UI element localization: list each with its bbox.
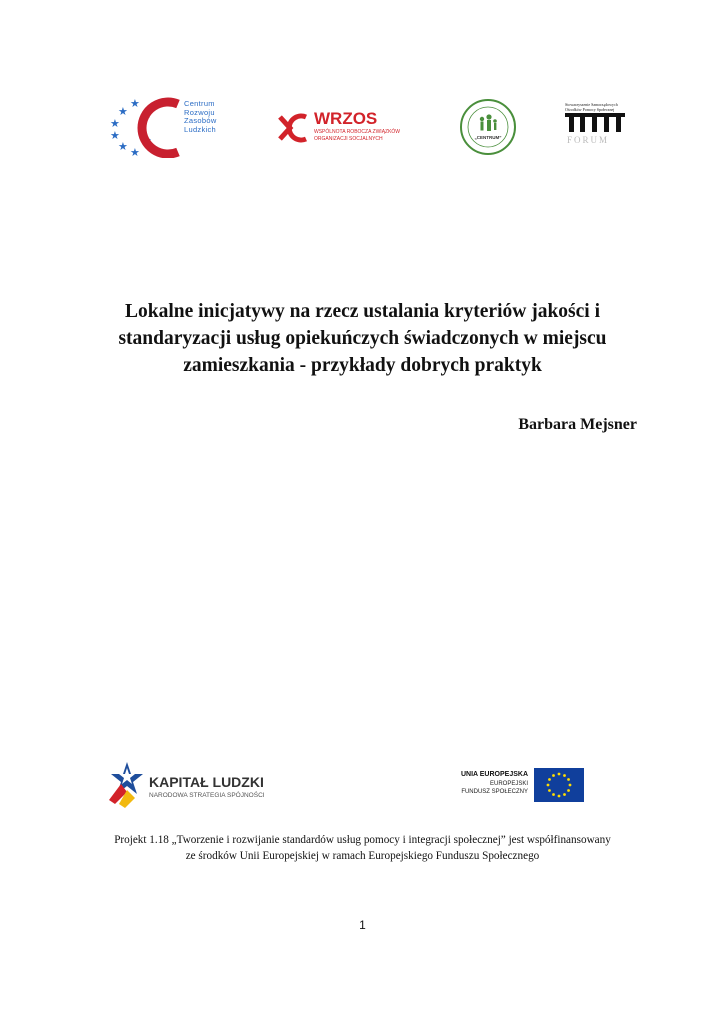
svg-text:★: ★ [142,108,152,121]
svg-text:★: ★ [130,146,140,158]
forum-word: FORUM [567,135,610,145]
wrzos-emblem-icon [276,111,312,145]
forum-top-line-2: Ośrodków Pomocy Społecznej [565,107,615,112]
crzl-line: Rozwoju [184,107,215,117]
crzl-line: Zasobów [184,116,217,126]
eu-star-icon [548,778,551,781]
eu-line-3: FUNDUSZ SPOŁECZNY [461,789,528,795]
eu-star-icon [548,789,551,792]
wrzos-name: WRZOS [314,109,378,128]
eu-star-icon [552,793,555,796]
eu-flag-icon [534,768,584,802]
crzl-line: Centrum [184,99,215,108]
forum-top-line-1: Stowarzyszenie Samorządowych [565,102,618,107]
footnote-line: Projekt 1.18 „Tworzenie i rozwijanie standardów usług pomocy i integracji społecznej” jest współfinansowany [114,834,611,846]
kapital-ludzki-name: KAPITAŁ LUDZKI [149,774,264,790]
eu-star-icon [567,789,570,792]
eu-star-icon [558,795,561,798]
funding-footnote [60,832,665,864]
eu-line-1: UNIA EUROPEJSKA [460,771,528,778]
svg-text:★: ★ [118,140,128,153]
eu-star-icon [547,784,550,787]
eu-star-icon [563,774,566,777]
title-line: standaryzacji usług opiekuńczych świadczonych w miejscu [118,328,607,349]
kapital-ludzki-subtitle: NARODOWA STRATEGIA SPÓJNOŚCI [149,792,265,799]
svg-text:★: ★ [118,105,128,118]
eu-star-icon [552,774,555,777]
eu-star-icon [558,773,561,776]
centrum-logo [459,98,517,156]
kapital-ludzki-logo [107,760,277,810]
crzl-line: Ludzkich [184,124,217,134]
kapital-ludzki-star-icon [107,760,147,810]
centrum-seal-icon [459,98,517,156]
eu-star-icon [569,784,572,787]
forum-logo [565,102,629,148]
crzl-logo [106,96,224,158]
svg-text:★: ★ [130,97,140,110]
eu-line-2: EUROPEJSKI [489,781,528,787]
document-title [60,298,665,379]
eu-star-icon [563,793,566,796]
wrzos-subtitle-1: WSPÓLNOTA ROBOCZA ZWIĄZKÓW [314,129,401,135]
author-name: Barbara Mejsner [518,416,637,433]
forum-columns-icon [565,113,625,135]
svg-text:★: ★ [142,134,152,147]
wrzos-logo [276,111,406,145]
eu-logo [452,768,584,804]
title-line: Lokalne inicjatywy na rzecz ustalania kryteriów jakości i [125,301,600,322]
page-number: 1 [359,918,366,932]
svg-text:★: ★ [110,129,120,142]
footnote-line: ze środków Unii Europejskiej w ramach Europejskiego Funduszu Społecznego [185,850,540,862]
svg-text:★: ★ [110,117,120,130]
centrum-label: „CENTRUM” [474,135,502,140]
title-line: zamieszkania - przykłady dobrych praktyk [183,355,542,376]
wrzos-subtitle-2: ORGANIZACJI SOCJALNYCH [314,136,383,142]
eu-star-icon [567,778,570,781]
